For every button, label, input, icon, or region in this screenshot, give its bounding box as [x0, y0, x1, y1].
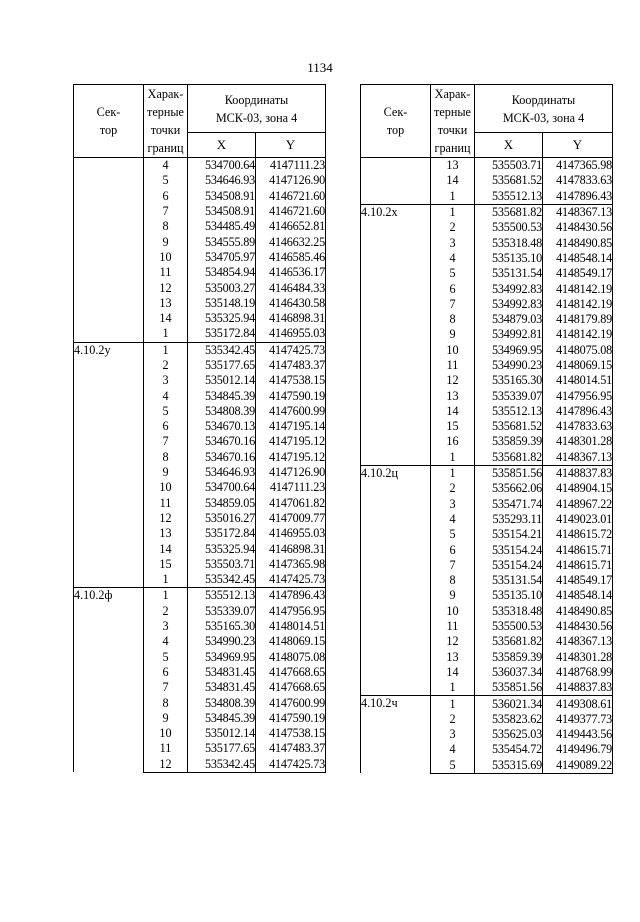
x-coordinate-cell: 534700.64: [188, 158, 256, 174]
y-coordinate-cell: 4149377.73: [543, 712, 613, 727]
y-coordinate-cell: 4146484.33: [256, 280, 326, 295]
x-coordinate-cell: 536021.34: [475, 696, 543, 712]
y-coordinate-cell: 4148837.83: [543, 680, 613, 696]
x-coordinate-cell: 535681.82: [475, 634, 543, 649]
x-coordinate-cell: 535318.48: [475, 604, 543, 619]
x-coordinate-cell: 535154.21: [475, 527, 543, 542]
y-coordinate-cell: 4149308.61: [543, 696, 613, 712]
point-number-cell: 1: [144, 588, 188, 604]
x-coordinate-cell: 535012.14: [188, 373, 256, 388]
point-number-cell: 9: [144, 711, 188, 726]
point-number-cell: 5: [144, 404, 188, 419]
x-coordinate-cell: 534808.39: [188, 404, 256, 419]
x-coordinate-cell: 534508.91: [188, 189, 256, 204]
point-number-cell: 12: [431, 373, 475, 388]
x-coordinate-cell: 535003.27: [188, 280, 256, 295]
x-coordinate-cell: 534831.45: [188, 680, 256, 695]
point-number-cell: 8: [431, 312, 475, 327]
header-y: Y: [543, 133, 613, 158]
point-number-cell: 8: [144, 450, 188, 465]
y-coordinate-cell: 4147956.95: [543, 388, 613, 403]
x-coordinate-cell: 535339.07: [188, 604, 256, 619]
x-coordinate-cell: 534992.81: [475, 327, 543, 342]
point-number-cell: 1: [431, 204, 475, 220]
y-coordinate-cell: 4147668.65: [256, 665, 326, 680]
y-coordinate-cell: 4148615.71: [543, 558, 613, 573]
x-coordinate-cell: 534808.39: [188, 695, 256, 710]
y-coordinate-cell: 4148142.19: [543, 297, 613, 312]
x-coordinate-cell: 535859.39: [475, 434, 543, 449]
y-coordinate-cell: 4148014.51: [256, 619, 326, 634]
y-coordinate-cell: 4147195.12: [256, 450, 326, 465]
header-coordinates: Координаты МСК-03, зона 4: [475, 85, 613, 133]
y-coordinate-cell: 4147009.77: [256, 511, 326, 526]
x-coordinate-cell: 535681.52: [475, 173, 543, 188]
y-coordinate-cell: 4146955.03: [256, 526, 326, 541]
point-number-cell: 3: [431, 727, 475, 742]
point-number-cell: 6: [144, 665, 188, 680]
point-number-cell: 10: [431, 604, 475, 619]
x-coordinate-cell: 535851.56: [475, 465, 543, 481]
table-row: [361, 696, 613, 712]
point-number-cell: 5: [431, 527, 475, 542]
y-coordinate-cell: 4148490.85: [543, 604, 613, 619]
point-number-cell: 14: [431, 173, 475, 188]
y-coordinate-cell: 4148367.13: [543, 634, 613, 649]
point-number-cell: 1: [144, 572, 188, 588]
x-coordinate-cell: 534670.13: [188, 419, 256, 434]
point-number-cell: 5: [431, 758, 475, 774]
point-number-cell: 7: [431, 297, 475, 312]
point-number-cell: 3: [144, 619, 188, 634]
x-coordinate-cell: 535500.53: [475, 220, 543, 235]
y-coordinate-cell: 4147126.90: [256, 173, 326, 188]
y-coordinate-cell: 4147896.43: [543, 404, 613, 419]
header-x: X: [188, 133, 256, 158]
point-number-cell: 11: [144, 496, 188, 511]
point-number-cell: 1: [431, 680, 475, 696]
y-coordinate-cell: 4147195.12: [256, 434, 326, 449]
point-number-cell: 6: [144, 189, 188, 204]
y-coordinate-cell: 4147600.99: [256, 695, 326, 710]
point-number-cell: 7: [431, 558, 475, 573]
x-coordinate-cell: 535681.82: [475, 450, 543, 466]
point-number-cell: 2: [144, 358, 188, 373]
header-x: X: [475, 133, 543, 158]
y-coordinate-cell: 4148075.08: [543, 343, 613, 358]
x-coordinate-cell: 534485.49: [188, 219, 256, 234]
x-coordinate-cell: 535165.30: [188, 619, 256, 634]
x-coordinate-cell: 535172.84: [188, 326, 256, 342]
x-coordinate-cell: 534990.23: [475, 358, 543, 373]
y-coordinate-cell: 4147425.73: [256, 342, 326, 358]
point-number-cell: 13: [431, 650, 475, 665]
x-coordinate-cell: 535681.82: [475, 204, 543, 220]
header-y: Y: [256, 133, 326, 158]
y-coordinate-cell: 4147896.43: [256, 588, 326, 604]
x-coordinate-cell: 534854.94: [188, 265, 256, 280]
x-coordinate-cell: 534508.91: [188, 204, 256, 219]
sector-cell: 4.10.2ф: [74, 588, 144, 773]
y-coordinate-cell: 4147425.73: [256, 757, 326, 773]
x-coordinate-cell: 535512.13: [475, 404, 543, 419]
point-number-cell: 1: [431, 450, 475, 466]
point-number-cell: 6: [431, 281, 475, 296]
point-number-cell: 4: [144, 388, 188, 403]
table-row: [361, 204, 613, 220]
header-points: Харак- терные точки границ: [144, 85, 188, 158]
x-coordinate-cell: 535503.71: [188, 557, 256, 572]
y-coordinate-cell: 4148615.71: [543, 542, 613, 557]
x-coordinate-cell: 535016.27: [188, 511, 256, 526]
point-number-cell: 2: [431, 481, 475, 496]
y-coordinate-cell: 4148615.72: [543, 527, 613, 542]
point-number-cell: 3: [144, 373, 188, 388]
y-coordinate-cell: 4148142.19: [543, 281, 613, 296]
x-coordinate-cell: 535325.94: [188, 541, 256, 556]
y-coordinate-cell: 4147365.98: [543, 158, 613, 174]
y-coordinate-cell: 4146898.31: [256, 311, 326, 326]
x-coordinate-cell: 534646.93: [188, 465, 256, 480]
x-coordinate-cell: 535165.30: [475, 373, 543, 388]
point-number-cell: 16: [431, 434, 475, 449]
y-coordinate-cell: 4146955.03: [256, 326, 326, 342]
header-points: Харак- терные точки границ: [431, 85, 475, 158]
y-coordinate-cell: 4148549.17: [543, 266, 613, 281]
y-coordinate-cell: 4147061.82: [256, 496, 326, 511]
point-number-cell: 4: [431, 512, 475, 527]
point-number-cell: 4: [431, 251, 475, 266]
y-coordinate-cell: 4148490.85: [543, 235, 613, 250]
x-coordinate-cell: 535293.11: [475, 512, 543, 527]
table-row: [74, 588, 326, 604]
point-number-cell: 14: [431, 404, 475, 419]
y-coordinate-cell: 4146898.31: [256, 541, 326, 556]
y-coordinate-cell: 4148837.83: [543, 465, 613, 481]
x-coordinate-cell: 534831.45: [188, 665, 256, 680]
y-coordinate-cell: 4147833.63: [543, 173, 613, 188]
y-coordinate-cell: 4148075.08: [256, 650, 326, 665]
y-coordinate-cell: 4147538.15: [256, 726, 326, 741]
y-coordinate-cell: 4147896.43: [543, 189, 613, 205]
point-number-cell: 11: [144, 265, 188, 280]
point-number-cell: 14: [431, 665, 475, 680]
y-coordinate-cell: 4148549.17: [543, 573, 613, 588]
y-coordinate-cell: 4148430.56: [543, 619, 613, 634]
x-coordinate-cell: 535823.62: [475, 712, 543, 727]
point-number-cell: 12: [431, 634, 475, 649]
sector-cell: 4.10.2ч: [361, 696, 431, 773]
y-coordinate-cell: 4147483.37: [256, 741, 326, 756]
y-coordinate-cell: 4147600.99: [256, 404, 326, 419]
y-coordinate-cell: 4148768.99: [543, 665, 613, 680]
point-number-cell: 2: [431, 712, 475, 727]
y-coordinate-cell: 4146632.25: [256, 234, 326, 249]
x-coordinate-cell: 535315.69: [475, 758, 543, 774]
x-coordinate-cell: 534859.05: [188, 496, 256, 511]
x-coordinate-cell: 535859.39: [475, 650, 543, 665]
y-coordinate-cell: 4147483.37: [256, 358, 326, 373]
x-coordinate-cell: 534845.39: [188, 388, 256, 403]
point-number-cell: 2: [431, 220, 475, 235]
point-number-cell: 15: [144, 557, 188, 572]
x-coordinate-cell: 535851.56: [475, 680, 543, 696]
x-coordinate-cell: 534670.16: [188, 450, 256, 465]
point-number-cell: 11: [144, 741, 188, 756]
point-number-cell: 1: [431, 465, 475, 481]
y-coordinate-cell: 4146536.17: [256, 265, 326, 280]
x-coordinate-cell: 535012.14: [188, 726, 256, 741]
point-number-cell: 14: [144, 311, 188, 326]
point-number-cell: 7: [144, 434, 188, 449]
point-number-cell: 11: [431, 358, 475, 373]
point-number-cell: 13: [144, 526, 188, 541]
sector-cell: 4.10.2ц: [361, 465, 431, 695]
x-coordinate-cell: 536037.34: [475, 665, 543, 680]
x-coordinate-cell: 535318.48: [475, 235, 543, 250]
point-number-cell: 9: [431, 588, 475, 603]
y-coordinate-cell: 4148301.28: [543, 434, 613, 449]
y-coordinate-cell: 4149023.01: [543, 512, 613, 527]
y-coordinate-cell: 4149089.22: [543, 758, 613, 774]
y-coordinate-cell: 4147365.98: [256, 557, 326, 572]
y-coordinate-cell: 4148967.22: [543, 497, 613, 512]
x-coordinate-cell: 535154.24: [475, 542, 543, 557]
y-coordinate-cell: 4147195.14: [256, 419, 326, 434]
y-coordinate-cell: 4148301.28: [543, 650, 613, 665]
sector-cell: 4.10.2у: [74, 342, 144, 588]
x-coordinate-cell: 535342.45: [188, 342, 256, 358]
x-coordinate-cell: 534705.97: [188, 250, 256, 265]
x-coordinate-cell: 534700.64: [188, 480, 256, 495]
point-number-cell: 1: [431, 696, 475, 712]
x-coordinate-cell: 535625.03: [475, 727, 543, 742]
x-coordinate-cell: 534992.83: [475, 281, 543, 296]
point-number-cell: 13: [144, 296, 188, 311]
point-number-cell: 12: [144, 757, 188, 773]
sector-cell: [74, 158, 144, 343]
x-coordinate-cell: 535500.53: [475, 619, 543, 634]
sector-cell: [361, 158, 431, 205]
header-sector: Сек- тор: [361, 85, 431, 158]
x-coordinate-cell: 535471.74: [475, 497, 543, 512]
x-coordinate-cell: 534670.16: [188, 434, 256, 449]
x-coordinate-cell: 535172.84: [188, 526, 256, 541]
x-coordinate-cell: 534555.89: [188, 234, 256, 249]
point-number-cell: 13: [431, 388, 475, 403]
point-number-cell: 9: [144, 465, 188, 480]
point-number-cell: 5: [144, 650, 188, 665]
point-number-cell: 2: [144, 604, 188, 619]
y-coordinate-cell: 4146430.58: [256, 296, 326, 311]
y-coordinate-cell: 4148069.15: [256, 634, 326, 649]
point-number-cell: 14: [144, 541, 188, 556]
point-number-cell: 13: [431, 158, 475, 174]
x-coordinate-cell: 534845.39: [188, 711, 256, 726]
table-row: [361, 158, 613, 174]
x-coordinate-cell: 535454.72: [475, 742, 543, 757]
point-number-cell: 10: [144, 250, 188, 265]
point-number-cell: 15: [431, 419, 475, 434]
point-number-cell: 10: [431, 343, 475, 358]
point-number-cell: 10: [144, 726, 188, 741]
y-coordinate-cell: 4147590.19: [256, 711, 326, 726]
x-coordinate-cell: 535662.06: [475, 481, 543, 496]
x-coordinate-cell: 535512.13: [475, 189, 543, 205]
point-number-cell: 10: [144, 480, 188, 495]
x-coordinate-cell: 535135.10: [475, 588, 543, 603]
point-number-cell: 1: [144, 342, 188, 358]
point-number-cell: 1: [144, 326, 188, 342]
coordinates-table-left: [73, 84, 326, 773]
point-number-cell: 7: [144, 680, 188, 695]
x-coordinate-cell: 534879.03: [475, 312, 543, 327]
x-coordinate-cell: 534969.95: [475, 343, 543, 358]
y-coordinate-cell: 4147956.95: [256, 604, 326, 619]
y-coordinate-cell: 4146652.81: [256, 219, 326, 234]
y-coordinate-cell: 4147111.23: [256, 158, 326, 174]
point-number-cell: 8: [431, 573, 475, 588]
sector-cell: 4.10.2х: [361, 204, 431, 465]
x-coordinate-cell: 534646.93: [188, 173, 256, 188]
point-number-cell: 9: [431, 327, 475, 342]
y-coordinate-cell: 4148014.51: [543, 373, 613, 388]
x-coordinate-cell: 535339.07: [475, 388, 543, 403]
header-coordinates: Координаты МСК-03, зона 4: [188, 85, 326, 133]
x-coordinate-cell: 535177.65: [188, 358, 256, 373]
x-coordinate-cell: 535342.45: [188, 757, 256, 773]
table-row: [74, 342, 326, 358]
point-number-cell: 4: [144, 634, 188, 649]
y-coordinate-cell: 4149443.56: [543, 727, 613, 742]
point-number-cell: 6: [431, 542, 475, 557]
y-coordinate-cell: 4148179.89: [543, 312, 613, 327]
y-coordinate-cell: 4147111.23: [256, 480, 326, 495]
point-number-cell: 3: [431, 497, 475, 512]
y-coordinate-cell: 4147425.73: [256, 572, 326, 588]
point-number-cell: 12: [144, 511, 188, 526]
x-coordinate-cell: 534969.95: [188, 650, 256, 665]
point-number-cell: 1: [431, 189, 475, 205]
x-coordinate-cell: 535342.45: [188, 572, 256, 588]
table-body-left: [74, 158, 326, 773]
x-coordinate-cell: 535135.10: [475, 251, 543, 266]
y-coordinate-cell: 4148367.13: [543, 450, 613, 466]
page-number: 1134: [307, 60, 333, 75]
point-number-cell: 11: [431, 619, 475, 634]
x-coordinate-cell: 534990.23: [188, 634, 256, 649]
x-coordinate-cell: 535131.54: [475, 573, 543, 588]
y-coordinate-cell: 4148367.13: [543, 204, 613, 220]
y-coordinate-cell: 4147590.19: [256, 388, 326, 403]
x-coordinate-cell: 535154.24: [475, 558, 543, 573]
x-coordinate-cell: 535512.13: [188, 588, 256, 604]
point-number-cell: 4: [144, 158, 188, 174]
point-number-cell: 6: [144, 419, 188, 434]
y-coordinate-cell: 4146721.60: [256, 204, 326, 219]
point-number-cell: 5: [431, 266, 475, 281]
header-sector: Сек- тор: [74, 85, 144, 158]
y-coordinate-cell: 4147538.15: [256, 373, 326, 388]
point-number-cell: 8: [144, 219, 188, 234]
point-number-cell: 3: [431, 235, 475, 250]
point-number-cell: 4: [431, 742, 475, 757]
point-number-cell: 12: [144, 280, 188, 295]
x-coordinate-cell: 535325.94: [188, 311, 256, 326]
point-number-cell: 9: [144, 234, 188, 249]
y-coordinate-cell: 4146721.60: [256, 189, 326, 204]
table-row: [74, 158, 326, 174]
y-coordinate-cell: 4149496.79: [543, 742, 613, 757]
table-body-right: [361, 158, 613, 774]
y-coordinate-cell: 4147833.63: [543, 419, 613, 434]
y-coordinate-cell: 4146585.46: [256, 250, 326, 265]
point-number-cell: 8: [144, 695, 188, 710]
y-coordinate-cell: 4148430.56: [543, 220, 613, 235]
x-coordinate-cell: 535177.65: [188, 741, 256, 756]
y-coordinate-cell: 4147126.90: [256, 465, 326, 480]
point-number-cell: 7: [144, 204, 188, 219]
x-coordinate-cell: 535131.54: [475, 266, 543, 281]
x-coordinate-cell: 535148.19: [188, 296, 256, 311]
table-row: [361, 465, 613, 481]
coordinates-table-right: [360, 84, 613, 774]
y-coordinate-cell: 4148548.14: [543, 251, 613, 266]
y-coordinate-cell: 4148142.19: [543, 327, 613, 342]
point-number-cell: 5: [144, 173, 188, 188]
x-coordinate-cell: 535503.71: [475, 158, 543, 174]
x-coordinate-cell: 534992.83: [475, 297, 543, 312]
x-coordinate-cell: 535681.52: [475, 419, 543, 434]
y-coordinate-cell: 4148904.15: [543, 481, 613, 496]
y-coordinate-cell: 4147668.65: [256, 680, 326, 695]
y-coordinate-cell: 4148548.14: [543, 588, 613, 603]
y-coordinate-cell: 4148069.15: [543, 358, 613, 373]
